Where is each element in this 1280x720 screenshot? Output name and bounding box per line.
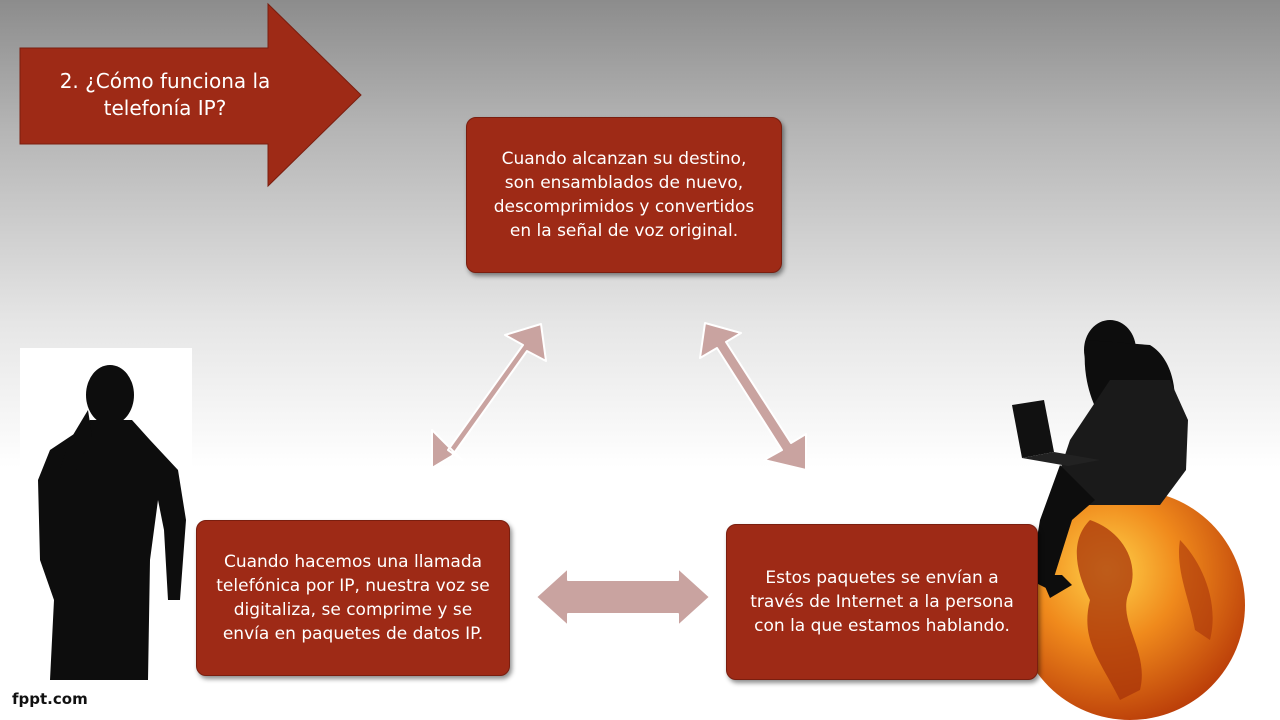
arrow-top-to-right <box>700 323 806 470</box>
woman-with-laptop-on-globe <box>1012 320 1245 720</box>
arrow-left-to-right <box>536 568 710 626</box>
step-text-call: Cuando hacemos una llamada telefónica por IP, nuestra voz se digitaliza, se comprime y se envía en paquetes de datos IP. <box>216 552 490 644</box>
slide-title: 2. ¿Cómo funciona la telefonía IP? <box>59 69 271 120</box>
arrow-left-to-top <box>432 324 546 468</box>
step-text-internet: Estos paquetes se envían a través de Internet a la persona con la que estamos hablando. <box>750 568 1014 636</box>
step-box-internet <box>726 524 1038 680</box>
step-box-destination <box>466 117 782 273</box>
footer-logo: fppt.com <box>12 690 88 708</box>
step-box-call <box>196 520 510 676</box>
man-on-phone-silhouette <box>20 348 192 680</box>
step-text-destination: Cuando alcanzan su destino, son ensamblados de nuevo, descomprimidos y convertidos en la señal de voz original. <box>493 149 755 241</box>
